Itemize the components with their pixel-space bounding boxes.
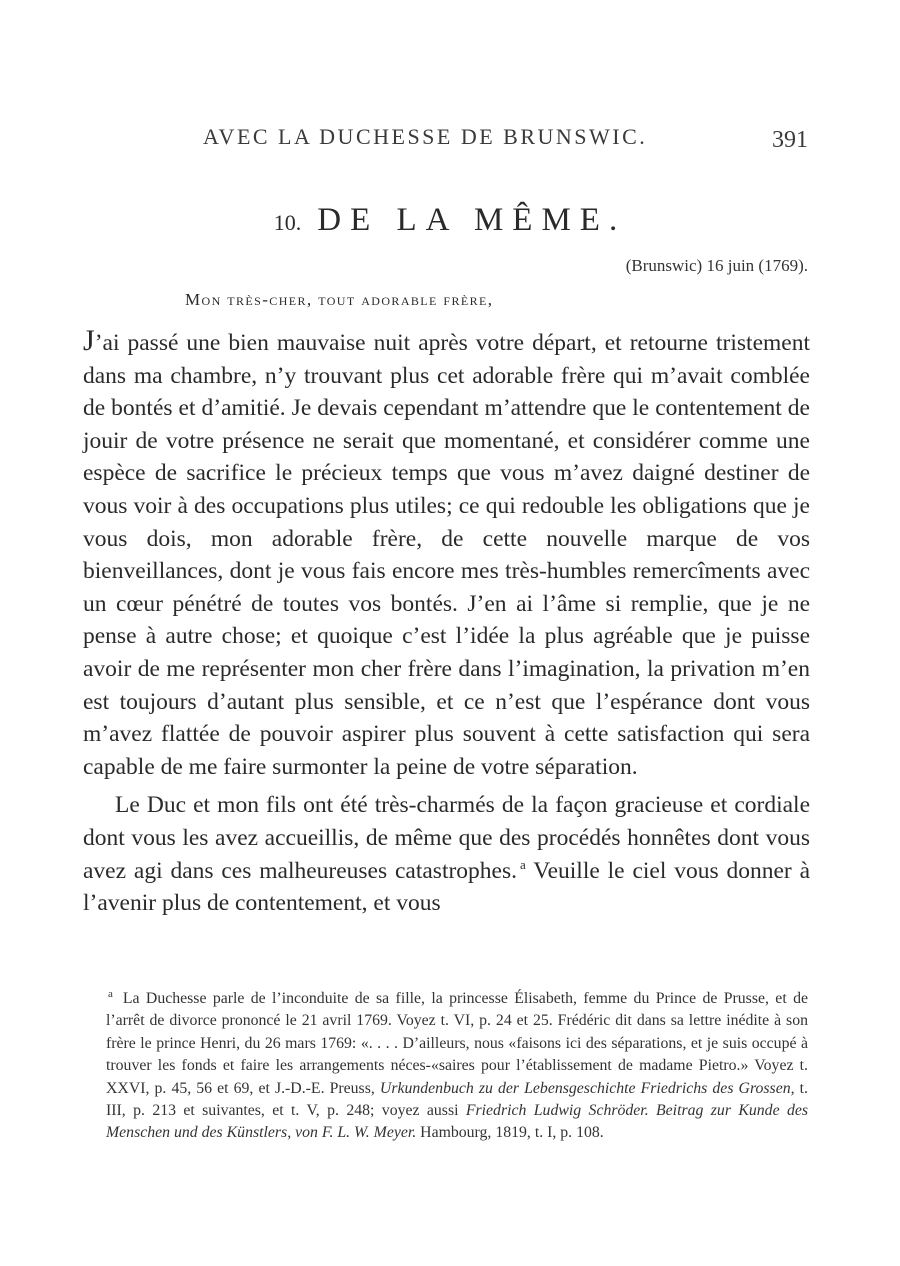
letter-title: DE LA MÊME. — [317, 202, 627, 238]
footnote-book-title-1: Urkundenbuch zu der Lebensgeschichte Friedrichs des Grossen, — [379, 1079, 795, 1097]
body-paragraph-1 — [83, 325, 810, 783]
paragraph-1-text: ’ai passé une bien mauvaise nuit après votre départ, et retourne tristement dans ma chambre, n’y trouvant plus cet adorable frère qui m’avait comblée de bontés et d’amitié. Je devais cependant m’attendre que le contentement de jouir de votre présence ne serait que momentané, et considérer comme une espèce de sacrifice le précieux temps que vous m’avez daigné destiner de vous voir à des occupations plus utiles; ce qui redouble les obligations que je vous dois, mon adorable frère, de cette nouvelle marque de vos bienveillances, dont je vous fais encore mes très-humbles remercîments avec un cœur pénétré de toutes vos bontés. J’en ai l’âme si remplie, que je ne pense à autre chose; et quoique c’est l’idée la plus agréable que je puisse avoir de me représenter mon cher frère dans l’imagination, la privation m’en est toujours d’autant plus sensible, et ce n’est que l’espérance dont vous m’avez flattée de pouvoir aspirer plus souvent à cette satisfaction qui sera capable de me faire surmonter la peine de votre séparation. — [83, 330, 810, 780]
footnote-reference[interactable]: a — [520, 856, 526, 872]
body-paragraph-2 — [83, 789, 810, 919]
footnote-text-3: Hambourg, 1819, t. I, p. 108. — [420, 1124, 604, 1142]
footnote-mark: a — [108, 987, 113, 1000]
footnote-book-title-2: Friedrich Ludwig Schröder. Beitrag zur Kunde des Menschen und des Künstlers, von F. L. W. Meyer. — [106, 1102, 808, 1142]
paragraph-2-text: Le Duc et mon fils ont été très-charmés de la façon gracieuse et cordiale dont vous les avez accueillis, de même que des procédés honnêtes dont vous avez agi dans ces malheureuses catastrophes. — [83, 792, 810, 884]
footnote-text-2: t. III, p. 213 et suivantes, et t. V, p. 248; voyez aussi — [106, 1079, 809, 1120]
letter-dateline: (Brunswic) 16 juin (1769). — [625, 256, 808, 275]
initial-letter: J — [83, 324, 95, 357]
letter-body — [83, 325, 810, 920]
letter-number: 10. — [273, 210, 302, 235]
footnote-text-1: La Duchesse parle de l’inconduite de sa fille, la princesse Élisabeth, femme du Prince de Prusse, et de l’arrêt de divorce prononcé le 21 avril 1769. Voyez t. VI, p. 24 et 25. Frédéric dit dans sa lettre inédite à son frère le prince Henri, du 26 mars 1769: «. . . . D’ailleurs, nous «faisons ici des séparations, et je suis occupé à trouver les fonds et faire les arrangements néces-«saires pour l’établissement de madame Pietro.» Voyez t. XXVI, p. 45, 56 et 69, et J.-D.-E. Preuss, — [106, 990, 808, 1097]
page-number: 391 — [772, 127, 808, 153]
footnote — [106, 988, 808, 1145]
salutation-text: Mon très-cher, tout adorable frère, — [185, 290, 494, 309]
paragraph-2-continuation: Veuille le ciel vous donner à l’avenir plus de contentement, et vous — [83, 857, 811, 917]
letter-heading — [0, 202, 900, 239]
letter-salutation — [185, 290, 493, 310]
running-title: AVEC LA DUCHESSE DE BRUNSWIC. — [203, 124, 648, 149]
